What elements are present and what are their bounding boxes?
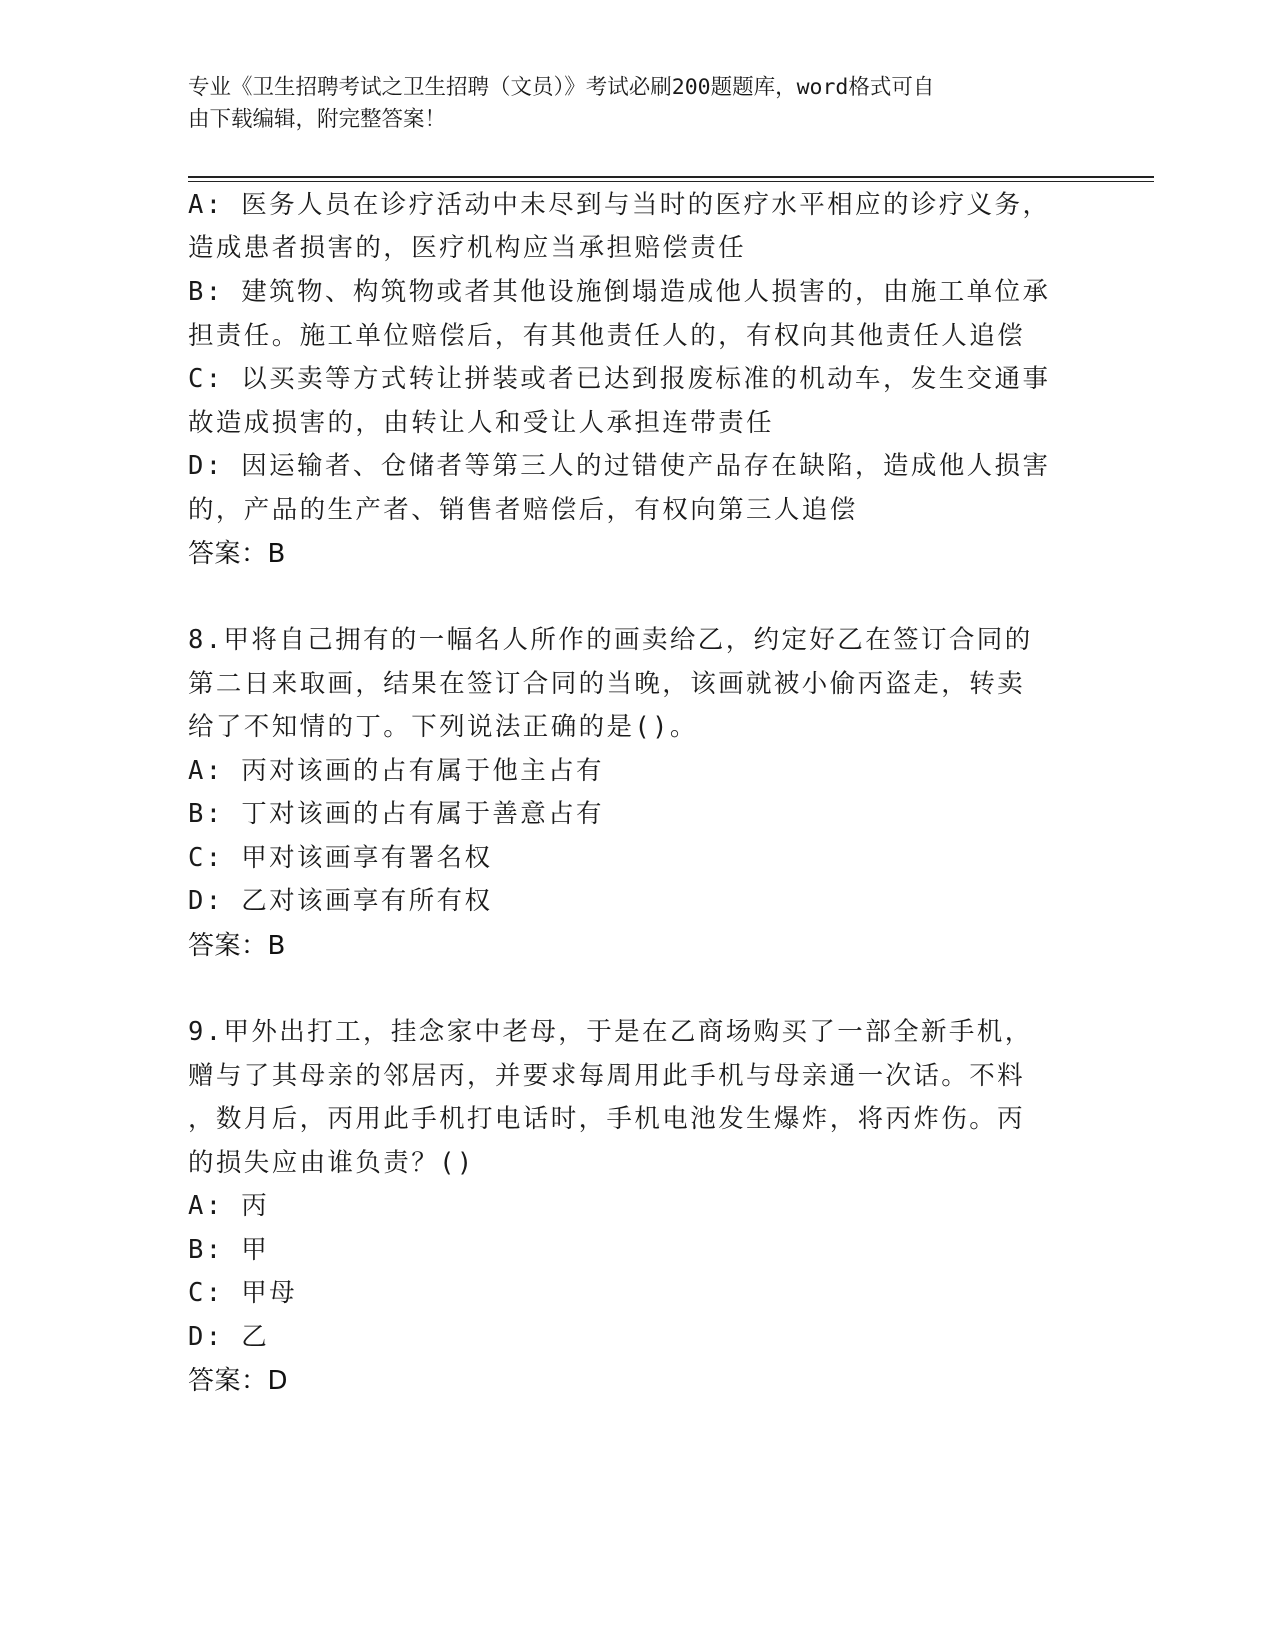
q7-option-d-line1: D: 因运输者、仓储者等第三人的过错使产品存在缺陷，造成他人损害 xyxy=(188,451,1051,481)
q7-option-c-line1: C: 以买卖等方式转让拼装或者已达到报废标准的机动车，发生交通事 xyxy=(188,364,1051,394)
header-divider-thick xyxy=(188,176,1154,178)
q7-answer: 答案：B xyxy=(188,539,286,569)
q9-stem-line4: 的损失应由谁负责？() xyxy=(188,1148,475,1178)
q7-option-b-line1: B: 建筑物、构筑物或者其他设施倒塌造成他人损害的，由施工单位承 xyxy=(188,277,1051,307)
q8-answer: 答案：B xyxy=(188,931,286,961)
q8-stem-line1: 8.甲将自己拥有的一幅名人所作的画卖给乙，约定好乙在签订合同的 xyxy=(188,625,1033,655)
q9-stem-line3: ，数月后，丙用此手机打电话时，手机电池发生爆炸，将丙炸伤。丙 xyxy=(188,1104,1026,1134)
header-line-1: 专业《卫生招聘考试之卫生招聘（文员）》考试必刷200题题库，word格式可自 xyxy=(188,75,935,100)
q9-option-c: C: 甲母 xyxy=(188,1278,298,1308)
q8-option-d: D: 乙对该画享有所有权 xyxy=(188,886,493,916)
q8-stem-line2: 第二日来取画，结果在签订合同的当晚，该画就被小偷丙盗走，转卖 xyxy=(188,669,1026,699)
q9-stem-line1: 9.甲外出打工，挂念家中老母，于是在乙商场购买了一部全新手机， xyxy=(188,1017,1033,1047)
q8-option-a: A: 丙对该画的占有属于他主占有 xyxy=(188,756,604,786)
q9-answer: 答案：D xyxy=(188,1366,289,1396)
q9-option-d: D: 乙 xyxy=(188,1322,270,1352)
q8-option-c: C: 甲对该画享有署名权 xyxy=(188,843,493,873)
q8-option-b: B: 丁对该画的占有属于善意占有 xyxy=(188,799,604,829)
document-header xyxy=(188,72,1088,136)
q9-option-a: A: 丙 xyxy=(188,1191,270,1221)
q7-option-b-line2: 担责任。施工单位赔偿后，有其他责任人的，有权向其他责任人追偿 xyxy=(188,321,1026,351)
header-line-2: 由下载编辑，附完整答案！ xyxy=(188,107,447,132)
q9-option-b: B: 甲 xyxy=(188,1235,270,1265)
q7-option-a-line2: 造成患者损害的，医疗机构应当承担赔偿责任 xyxy=(188,233,747,263)
header-divider-thin xyxy=(188,181,1154,182)
q9-stem-line2: 赠与了其母亲的邻居丙，并要求每周用此手机与母亲通一次话。不料 xyxy=(188,1061,1026,1091)
q7-option-d-line2: 的，产品的生产者、销售者赔偿后，有权向第三人追偿 xyxy=(188,495,858,525)
q7-option-c-line2: 故造成损害的，由转让人和受让人承担连带责任 xyxy=(188,408,774,438)
q8-stem-line3: 给了不知情的丁。下列说法正确的是()。 xyxy=(188,712,698,742)
q7-option-a-line1: A: 医务人员在诊疗活动中未尽到与当时的医疗水平相应的诊疗义务， xyxy=(188,190,1051,220)
